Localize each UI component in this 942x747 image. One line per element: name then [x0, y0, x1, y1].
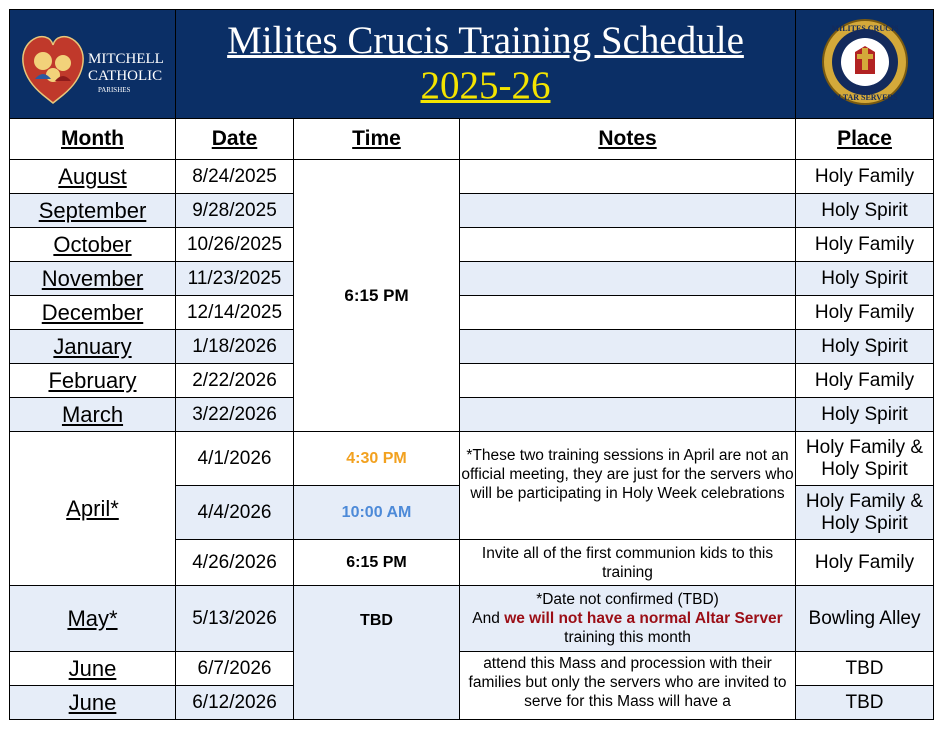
col-notes: Notes — [460, 119, 796, 160]
note-red-text: we will not have a normal Altar Server — [504, 610, 783, 627]
table-row — [10, 296, 934, 330]
col-time: Time — [294, 119, 460, 160]
date-cell: 4/1/2026 — [176, 432, 294, 486]
notes-cell — [460, 398, 796, 432]
table-row-april-1 — [10, 432, 934, 486]
svg-text:MITCHELL: MITCHELL — [87, 50, 164, 67]
table-row — [10, 330, 934, 364]
table-row — [10, 398, 934, 432]
header-band — [10, 10, 934, 119]
table-row-june-1 — [10, 652, 934, 686]
month-cell: August — [10, 160, 176, 194]
notes-cell — [460, 330, 796, 364]
svg-text:ALTAR SERVERS: ALTAR SERVERS — [831, 92, 898, 102]
date-cell: 1/18/2026 — [176, 330, 294, 364]
table-row — [10, 228, 934, 262]
date-cell: 11/23/2025 — [176, 262, 294, 296]
month-cell-may: May* — [10, 586, 176, 652]
month-cell: December — [10, 296, 176, 330]
svg-text:CATHOLIC: CATHOLIC — [87, 67, 162, 84]
notes-may — [460, 586, 796, 652]
note-date-unconfirmed: *Date not confirmed (TBD) — [536, 591, 719, 608]
month-cell: March — [10, 398, 176, 432]
notes-cell — [460, 228, 796, 262]
parish-logo-icon — [13, 17, 173, 107]
notes-cell — [460, 364, 796, 398]
month-cell-april: April* — [10, 432, 176, 586]
place-cell: Holy Spirit — [796, 262, 934, 296]
place-cell: Bowling Alley — [796, 586, 934, 652]
col-place: Place — [796, 119, 934, 160]
table-row — [10, 160, 934, 194]
svg-text:MILITES CRUCIS: MILITES CRUCIS — [831, 23, 898, 33]
month-cell: June — [10, 652, 176, 686]
date-cell: 6/7/2026 — [176, 652, 294, 686]
notes-communion: Invite all of the first communion kids to this training — [460, 540, 796, 586]
time-cell-tbd: TBD — [294, 586, 460, 720]
notes-holy-week: *These two training sessions in April are not an official meeting, they are just for the servers who will be participating in Holy Week celebrations — [460, 432, 796, 540]
time-cell-orange: 4:30 PM — [294, 432, 460, 486]
place-cell: Holy Spirit — [796, 330, 934, 364]
notes-june: attend this Mass and procession with their families but only the servers who are invited to serve for this Mass will have a — [460, 652, 796, 720]
page-title — [176, 10, 796, 119]
note-no-training: And we will not have a normal Altar Server training this month — [472, 610, 783, 646]
time-cell-monthly: 6:15 PM — [294, 160, 460, 432]
title-text: Milites Crucis Training Schedule — [227, 19, 744, 62]
place-cell: Holy Spirit — [796, 194, 934, 228]
place-cell: Holy Family & Holy Spirit — [796, 432, 934, 486]
notes-cell — [460, 160, 796, 194]
table-row — [10, 262, 934, 296]
place-cell: Holy Family — [796, 228, 934, 262]
notes-cell — [460, 296, 796, 330]
altar-servers-seal — [796, 10, 934, 119]
date-cell: 8/24/2025 — [176, 160, 294, 194]
col-month: Month — [10, 119, 176, 160]
date-cell: 2/22/2026 — [176, 364, 294, 398]
date-cell: 3/22/2026 — [176, 398, 294, 432]
svg-text:PARISHES: PARISHES — [97, 85, 130, 94]
date-cell: 10/26/2025 — [176, 228, 294, 262]
date-cell: 12/14/2025 — [176, 296, 294, 330]
place-cell: Holy Spirit — [796, 398, 934, 432]
year-text: 2025-26 — [420, 64, 551, 107]
month-cell: September — [10, 194, 176, 228]
place-cell: TBD — [796, 652, 934, 686]
column-headers — [10, 119, 934, 160]
seal-icon — [815, 16, 915, 108]
notes-cell — [460, 194, 796, 228]
place-cell: Holy Family — [796, 160, 934, 194]
schedule-table — [9, 9, 934, 720]
table-row-may — [10, 586, 934, 652]
date-cell: 6/12/2026 — [176, 686, 294, 720]
place-cell: Holy Family — [796, 364, 934, 398]
date-cell: 4/26/2026 — [176, 540, 294, 586]
table-row — [10, 364, 934, 398]
date-cell: 9/28/2025 — [176, 194, 294, 228]
month-cell: February — [10, 364, 176, 398]
date-cell: 4/4/2026 — [176, 486, 294, 540]
time-cell-blue: 10:00 AM — [294, 486, 460, 540]
place-cell: Holy Family — [796, 540, 934, 586]
place-cell: Holy Family & Holy Spirit — [796, 486, 934, 540]
mitchell-catholic-logo — [10, 10, 176, 119]
month-cell: November — [10, 262, 176, 296]
month-cell: October — [10, 228, 176, 262]
col-date: Date — [176, 119, 294, 160]
month-cell: June — [10, 686, 176, 720]
month-cell: January — [10, 330, 176, 364]
place-cell: TBD — [796, 686, 934, 720]
date-cell: 5/13/2026 — [176, 586, 294, 652]
place-cell: Holy Family — [796, 296, 934, 330]
time-cell-black: 6:15 PM — [294, 540, 460, 586]
notes-cell — [460, 262, 796, 296]
table-row — [10, 194, 934, 228]
